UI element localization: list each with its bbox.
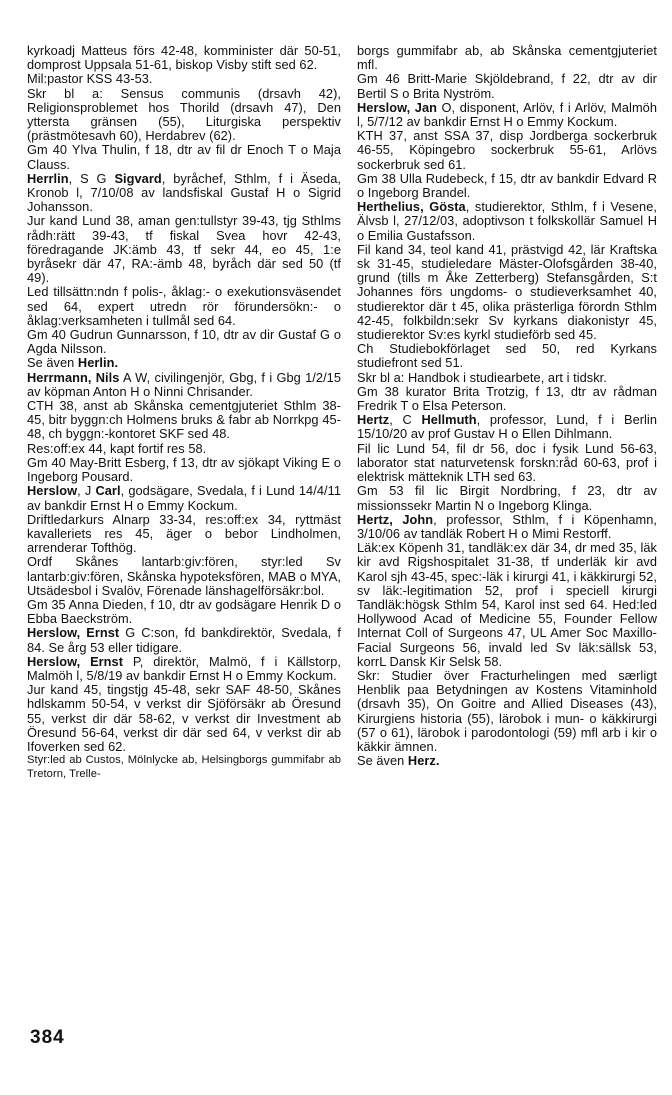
entry-paragraph	[27, 655, 341, 683]
entry-paragraph	[357, 200, 657, 243]
entry-name-bold: Herlin.	[77, 355, 119, 371]
entry-text: Skr: Studier över Fracturhelingen med særligt Henblik paa Betydningen av Kostens Vitaminhold (drsavh 35), On Goitre and Allied Diseases (43), Kirurgiens historia (55), lärobok i mun- o käkkirurgi (57 o 61), lärobok i parodontologi (59) mfl arb i kir o käkkir ämnen.	[357, 667, 657, 754]
entry-paragraph	[27, 484, 341, 512]
entry-paragraph	[357, 541, 657, 669]
entry-name-bold: Carl	[95, 483, 121, 499]
entry-name-bold: Herthelius, Gösta	[357, 199, 466, 215]
entry-text: A W, civilingenjör, Gbg, f i Gbg 1/2/15 av köpman Anton H o Ninni Chrisander.	[27, 369, 342, 399]
entry-name-bold: Hertz	[357, 412, 390, 428]
entry-paragraph	[357, 342, 657, 370]
entry-text: G C:son, fd bankdirektör, Svedala, f 84. Se årg 53 eller tidigare.	[27, 625, 342, 655]
entry-name-bold: Hertz, John	[357, 511, 434, 527]
entry-paragraph	[27, 598, 341, 626]
entry-paragraph	[357, 413, 657, 441]
entry-text: Mil:pastor KSS 43-53.	[27, 71, 153, 87]
entry-text: KTH 37, anst SSA 37, disp Jordberga sockerbruk 46-55, Köpingebro sockerbruk 55-61, Arlövs sockerbruk sed 61.	[357, 128, 657, 172]
entry-paragraph	[357, 385, 657, 413]
entry-text: Läk:ex Köpenh 31, tandläk:ex där 34, dr med 35, läk kir avd Rigshospitalet 31-38, tf underläk kir avd Karol sjh 43-45, spec:-läk i kirurgi 41, i käkkirurgi 52, sv läk:-legitimation 52, prof i speciell kirurgi Tandläk:högsk Sthlm 54, Karol inst sed 64. Hed:led Hollywood Acad of Medicine 55, Founder Fellow Internat Coll of Surgeons 47, UL Amer Soc Maxillo-Facial Surgeons 56, invald led Sv läk:sällsk 53, korrL Dansk Kir Selsk 58.	[357, 540, 657, 669]
entry-paragraph	[27, 513, 341, 556]
entry-text: Gm 38 Ulla Rudebeck, f 15, dtr av bankdir Edvard R o Ingeborg Brandel.	[357, 170, 657, 201]
entry-paragraph	[27, 456, 341, 484]
entry-text: Gm 40 May-Britt Esberg, f 13, dtr av sjökapt Viking E o Ingeborg Pousard.	[27, 454, 341, 485]
entry-name-bold: Herrmann, Nils	[27, 369, 120, 385]
page-number: 384	[30, 1027, 65, 1048]
entry-paragraph	[357, 72, 657, 100]
entry-text: Gm 35 Anna Dieden, f 10, dtr av godsägare Henrik D o Ebba Baeckström.	[27, 596, 341, 627]
entry-paragraph	[357, 442, 657, 485]
entry-paragraph	[27, 44, 341, 72]
entry-paragraph	[357, 669, 657, 754]
entry-text: , professor, Lund, f i Berlin 15/10/20 av prof Gustav H o Ellen Dihlmann.	[357, 412, 657, 442]
entry-paragraph	[27, 399, 341, 442]
entry-text: Gm 40 Gudrun Gunnarsson, f 10, dtr av dir Gustaf G o Agda Nilsson.	[27, 327, 341, 357]
entry-text: O, disponent, Arlöv, f i Arlöv, Malmöh l, 5/7/12 av bankdir Ernst H o Emmy Kockum.	[357, 99, 657, 130]
entry-text: Skr bl a: Handbok i studiearbete, art i tidskr.	[357, 369, 607, 385]
entry-paragraph	[357, 129, 657, 172]
entry-paragraph	[357, 513, 657, 541]
entry-text: kyrkoadj Matteus förs 42-48, komminister där 50-51, domprost Uppsala 51-61, biskop Visby stift sed 62.	[27, 43, 341, 73]
entry-text: , C	[389, 412, 422, 428]
entry-text: , byråchef, Sthlm, f i Äseda, Kronob l, 7/10/08 av landsfiskal Gustaf H o Sigrid Johansson.	[27, 170, 341, 215]
entry-paragraph	[27, 626, 341, 654]
entry-text: Styr:led ab Custos, Mölnlycke ab, Helsingborgs gummifabr ab Tretorn, Trelle-	[27, 754, 341, 780]
entry-text: Gm 40 Ylva Thulin, f 18, dtr av fil dr Enoch T o Maja Clauss.	[27, 142, 341, 172]
entry-text: P, direktör, Malmö, f i Källstorp, Malmöh l, 5/8/19 av bankdir Ernst H o Emmy Kockum.	[27, 653, 341, 683]
entry-text: borgs gummifabr ab, ab Skånska cementgjuteriet mfl.	[357, 43, 657, 73]
entry-paragraph	[27, 371, 341, 399]
entry-paragraph	[27, 683, 341, 754]
entry-text: , studierektor, Sthlm, f i Vesene, Älvsb l, 27/12/03, adoptivson t folkskollär Samuel H o Emilia Gustafsson.	[357, 199, 657, 243]
entry-text: Skr bl a: Sensus communis (drsavh 42), Religionsproblemet hos Thorild (drsavh 47), Den yttersta gränsen (55), Liturgiska perspektiv (prästmötesavh 60), Herdabrev (62).	[27, 85, 341, 144]
entry-text: Ordf Skånes lantarb:giv:fören, styr:led Sv lantarb:giv:fören, Skånska hypoteksfören, MAB o MYA, Utsädesbol i Svalöv, Förenade länshagelförsäkr:bol.	[27, 554, 341, 598]
entry-paragraph	[27, 72, 341, 86]
entry-name-bold: Herslow	[27, 483, 78, 499]
entry-text: CTH 38, anst ab Skånska cementgjuteriet Sthlm 38-45, bitr byggn:ch Holmens bruks & fabr ab Norrkpg 45-48, ch byggn:-kontoret SKF sed 48.	[27, 398, 341, 442]
entry-paragraph	[27, 214, 341, 285]
entry-name-bold: Herrlin	[27, 170, 69, 186]
entry-paragraph	[27, 328, 341, 356]
entry-text: , J	[77, 483, 96, 499]
entry-text: Driftledarkurs Alnarp 33-34, res:off:ex 34, ryttmäst kavalleriets res 45, äger o bebor Lindholmen, arrenderar Tofthög.	[27, 511, 341, 556]
entry-text: Gm 46 Britt-Marie Skjöldebrand, f 22, dtr av dir Bertil S o Brita Nyström.	[357, 71, 657, 101]
entry-text: Gm 53 fil lic Birgit Nordbring, f 23, dtr av missionssekr Martin N o Ingeborg Klinga.	[357, 483, 657, 513]
entry-text: , professor, Sthlm, f i Köpenhamn, 3/10/06 av tandläk Robert H o Mimi Restorff.	[357, 511, 657, 541]
entry-text: Jur kand Lund 38, aman gen:tullstyr 39-43, tjg Sthlms rådh:rätt 39-43, tf fiskal Svea hovr 42-43, föredragande JK:ämb 43, tf sekr 44, eo 45, 1:e byråsekr där 47, RA:-ämb 48, byråch där sed 50 (tf 49).	[27, 213, 341, 286]
entry-paragraph	[27, 87, 341, 144]
entry-text: Res:off:ex 44, kapt fortif res 58.	[27, 440, 207, 456]
entry-text: , godsägare, Svedala, f i Lund 14/4/11 av bankdir Ernst H o Emmy Kockum.	[27, 483, 341, 513]
entry-paragraph	[27, 754, 341, 781]
entry-text: Se även	[357, 753, 408, 769]
entry-paragraph	[357, 484, 657, 512]
entry-name-bold: Herslow, Ernst	[27, 653, 124, 669]
entry-text: Se även	[27, 355, 78, 371]
entry-text: Ch Studiebokförlaget sed 50, red Kyrkans studiefront sed 51.	[357, 341, 657, 371]
entry-paragraph	[357, 172, 657, 200]
entry-text: Fil kand 34, teol kand 41, prästvigd 42, lär Kraftska sk 31-45, studieledare Mäster-Olofsgården 38-40, grund (tills m Åke Zetterberg) Stefansgården, S:t Johannes förs ungdoms- o studieverksamhet 40, studierektor där t 45, olika prästerliga förordn Sthlm 42-45, folkbildn:sekr Sv kyrkans diakonistyr 45, studierektor Sv:es kyrkl studieförb sed 45.	[357, 241, 657, 343]
entry-paragraph	[357, 243, 657, 342]
entry-paragraph	[357, 101, 657, 129]
entry-text: , S G	[68, 170, 115, 186]
entry-name-bold: Herslow, Ernst	[27, 625, 120, 641]
entry-paragraph	[27, 442, 341, 456]
entry-name-bold: Hellmuth	[421, 412, 477, 428]
entry-paragraph	[27, 285, 341, 328]
entry-text: Fil lic Lund 54, fil dr 56, doc i fysik Lund 56-63, laborator stat naturvetensk forskn:råd 60-63, prof i elektrisk mätteknik LTH sed 63.	[357, 440, 657, 485]
entry-text: Gm 38 kurator Brita Trotzig, f 13, dtr av rådman Fredrik T o Elsa Peterson.	[357, 383, 657, 414]
entry-text: Jur kand 45, tingstjg 45-48, sekr SAF 48-50, Skånes hdlskamm 50-54, v verkst dir Sjöförsäkr ab Öresund 55, verkst dir där 58-62, v verkst dir Investment ab Öresund 56-64, verkst dir där sed 64, v verkst dir ab Ifoverken sed 62.	[27, 682, 341, 754]
right-column	[357, 44, 657, 768]
entry-name-bold: Herz.	[407, 753, 440, 769]
entry-name-bold: Herslow, Jan	[357, 99, 438, 115]
entry-text: Led tillsättn:ndn f polis-, åklag:- o exekutionsväsendet sed 64, expert utredn rör förundersökn:- o åklag:verksamheten i tullmål sed 64.	[27, 284, 341, 328]
entry-paragraph	[27, 143, 341, 171]
entry-paragraph	[27, 356, 341, 370]
entry-paragraph	[357, 754, 657, 768]
entry-paragraph	[357, 371, 657, 385]
entry-paragraph	[357, 44, 657, 72]
left-column	[27, 44, 341, 781]
entry-paragraph	[27, 172, 341, 215]
entry-paragraph	[27, 555, 341, 598]
entry-name-bold: Sigvard	[114, 170, 162, 186]
